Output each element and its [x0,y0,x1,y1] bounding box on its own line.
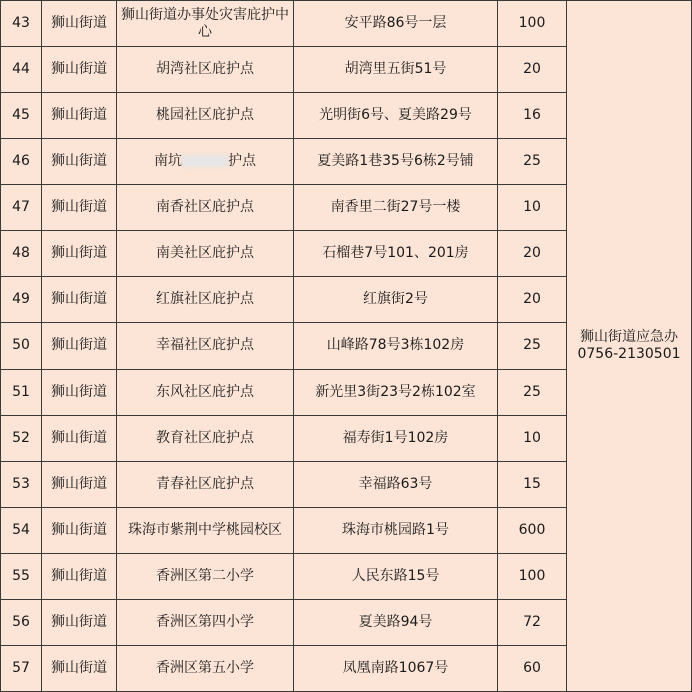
street-name: 狮山街道 [42,507,117,553]
row-number: 51 [1,369,42,415]
shelter-capacity: 25 [498,139,567,185]
street-name: 狮山街道 [42,93,117,139]
shelter-capacity: 100 [498,553,567,599]
shelter-name: 香洲区第五小学 [117,645,294,691]
row-number: 54 [1,507,42,553]
shelter-capacity: 10 [498,415,567,461]
table-row [1,1,692,47]
shelter-name: 青春社区庇护点 [117,461,294,507]
street-name: 狮山街道 [42,323,117,369]
shelter-capacity: 60 [498,645,567,691]
row-number: 50 [1,323,42,369]
shelter-name: 幸福社区庇护点 [117,323,294,369]
row-number: 56 [1,599,42,645]
shelter-address: 人民东路15号 [294,553,498,599]
shelter-capacity: 20 [498,231,567,277]
shelter-capacity: 20 [498,277,567,323]
street-name: 狮山街道 [42,599,117,645]
shelter-address: 山峰路78号3栋102房 [294,323,498,369]
shelter-name-start: 南坑 [154,153,182,170]
shelter-name: 珠海市紫荆中学桃园校区 [117,507,294,553]
row-number: 57 [1,645,42,691]
shelter-name: 教育社区庇护点 [117,415,294,461]
shelter-name: 香洲区第四小学 [117,599,294,645]
street-name: 狮山街道 [42,277,117,323]
street-name: 狮山街道 [42,231,117,277]
shelter-address: 光明街6号、夏美路29号 [294,93,498,139]
shelter-address: 珠海市桃园路1号 [294,507,498,553]
row-number: 44 [1,47,42,93]
street-name: 狮山街道 [42,369,117,415]
shelter-name: 胡湾社区庇护点 [117,47,294,93]
shelter-capacity: 20 [498,47,567,93]
redacted-text [182,155,228,167]
shelter-name [117,139,294,185]
shelter-address: 石榴巷7号101、201房 [294,231,498,277]
row-number: 45 [1,93,42,139]
shelter-name: 南香社区庇护点 [117,185,294,231]
shelter-address: 福寿街1号102房 [294,415,498,461]
row-number: 55 [1,553,42,599]
shelter-name: 南美社区庇护点 [117,231,294,277]
shelter-capacity: 100 [498,1,567,47]
shelter-capacity: 25 [498,323,567,369]
shelter-capacity: 15 [498,461,567,507]
shelter-address: 夏美路1巷35号6栋2号铺 [294,139,498,185]
shelter-name: 红旗社区庇护点 [117,277,294,323]
shelter-capacity: 16 [498,93,567,139]
shelter-address: 安平路86号一层 [294,1,498,47]
row-number: 46 [1,139,42,185]
shelter-capacity: 600 [498,507,567,553]
shelter-address: 南香里二街27号一楼 [294,185,498,231]
shelter-address: 幸福路63号 [294,461,498,507]
shelter-name: 东风社区庇护点 [117,369,294,415]
street-name: 狮山街道 [42,1,117,47]
shelter-name-end: 护点 [228,153,256,170]
shelter-name: 香洲区第二小学 [117,553,294,599]
contact-office: 狮山街道应急办 [580,329,678,345]
street-name: 狮山街道 [42,47,117,93]
row-number: 52 [1,415,42,461]
row-number: 48 [1,231,42,277]
row-number: 43 [1,1,42,47]
shelter-address: 凤凰南路1067号 [294,645,498,691]
shelter-capacity: 72 [498,599,567,645]
street-name: 狮山街道 [42,553,117,599]
contact-cell [567,1,692,692]
shelter-address: 夏美路94号 [294,599,498,645]
shelter-address: 新光里3街23号2栋102室 [294,369,498,415]
shelter-capacity: 10 [498,185,567,231]
contact-phone: 0756-2130501 [577,346,681,362]
street-name: 狮山街道 [42,415,117,461]
street-name: 狮山街道 [42,461,117,507]
shelter-capacity: 25 [498,369,567,415]
shelter-name: 狮山街道办事处灾害庇护中心 [117,1,294,47]
shelter-address: 红旗街2号 [294,277,498,323]
street-name: 狮山街道 [42,139,117,185]
street-name: 狮山街道 [42,185,117,231]
shelter-table-body [1,1,692,692]
shelter-name: 桃园社区庇护点 [117,93,294,139]
street-name: 狮山街道 [42,645,117,691]
row-number: 47 [1,185,42,231]
row-number: 49 [1,277,42,323]
row-number: 53 [1,461,42,507]
shelter-address: 胡湾里五街51号 [294,47,498,93]
